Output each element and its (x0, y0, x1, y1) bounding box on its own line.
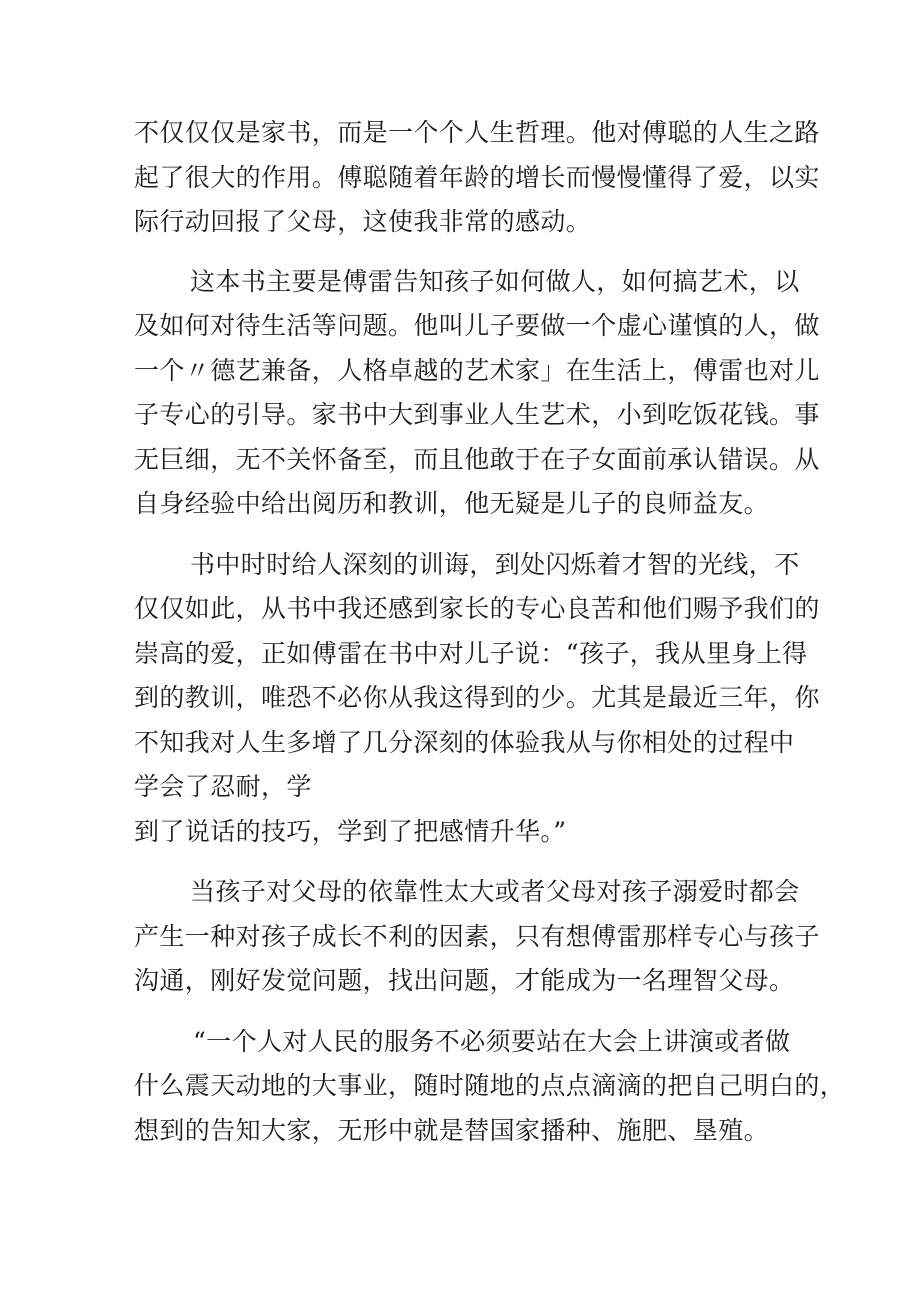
text-line: 当孩子对父母的依靠性太大或者父母对孩子溺爱时都会 (190, 877, 800, 906)
text-line: 想到的告知大家，无形中就是替国家播种、施肥、垦殖。 (134, 1116, 770, 1145)
text-line: 无巨细，无不关怀备至，而且他敢于在子女面前承认错误。从 (134, 445, 820, 474)
text-line: 不仅仅仅是家书，而是一个个人生哲理。他对傅聪的人生之路 (134, 118, 820, 147)
text-line: 产生一种对孩子成长不利的因素，只有想傅雷那样专心与孩子 (134, 922, 820, 951)
text-line: 学会了忍耐，学 (134, 772, 312, 801)
text-line: 自身经验中给出阅历和教训，他无疑是儿子的良师益友。 (134, 489, 770, 518)
text-line: 一个〃德艺兼备，人格卓越的艺术家」在生活上，傅雷也对儿 (134, 356, 820, 385)
text-line: 沟通，刚好发觉问题，找出问题，才能成为一名理智父母。 (134, 966, 795, 995)
text-line: 到的教训，唯恐不必你从我这得到的少。尤其是最近三年，你 (134, 683, 820, 712)
text-line: 崇高的爱，正如傅雷在书中对儿子说：“孩子，我从里身上得 (134, 639, 808, 668)
text-line: 子专心的引导。家书中大到事业人生艺术，小到吃饭花钱。事 (134, 400, 820, 429)
text-line: 什么震天动地的大事业，随时随地的点点滴滴的把自己明白的， (134, 1071, 846, 1100)
text-line: 及如何对待生活等问题。他叫儿子要做一个虚心谨慎的人，做 (134, 311, 820, 340)
text-line: 际行动回报了父母，这使我非常的感动。 (134, 207, 592, 236)
text-line: 仅仅如此，从书中我还感到家长的专心良苦和他们赐予我们的 (134, 594, 820, 623)
text-line: 起了很大的作用。傅聪随着年龄的增长而慢慢懂得了爱，以实 (134, 163, 820, 192)
text-line: 这本书主要是傅雷告知孩子如何做人，如何搞艺术，以 (190, 267, 800, 296)
text-line: 到了说话的技巧，学到了把感情升华。” (134, 817, 567, 846)
text-line: 不知我对人生多增了几分深刻的体验我从与你相处的过程中 (134, 728, 795, 757)
text-line: “一个人对人民的服务不必须要站在大会上讲演或者做 (193, 1027, 791, 1056)
text-line: 书中时时给人深刻的训诲，到处闪烁着才智的光线，不 (190, 550, 800, 579)
